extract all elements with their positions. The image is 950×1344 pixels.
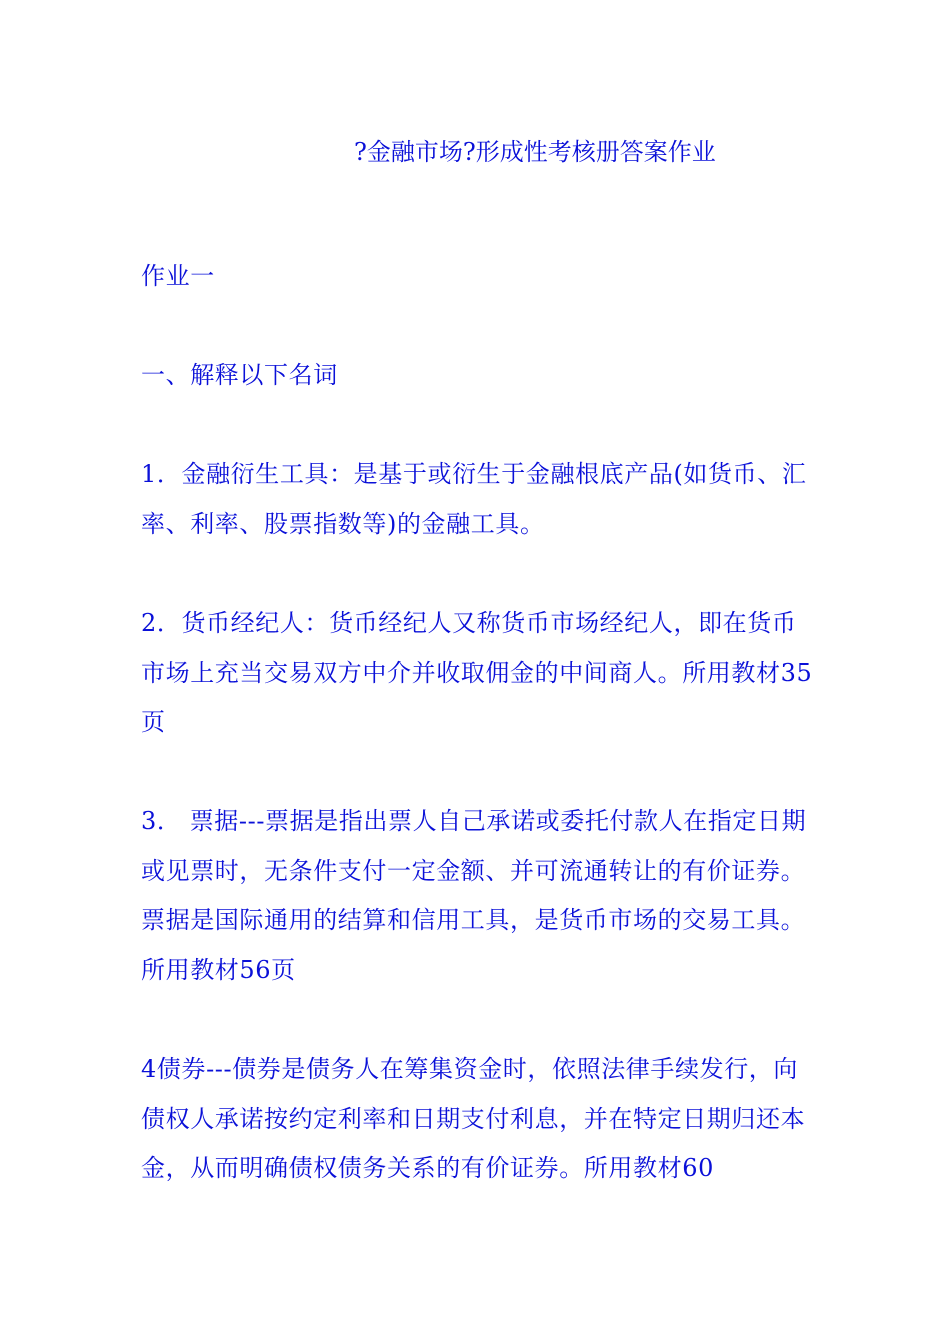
definition-text: 2．货币经纪人：货币经纪人又称货币市场经纪人，即在货币市场上充当交易双方中介并收取佣金的中间商人。所用教材35页 — [141, 609, 813, 736]
document-title: ?金融市场?形成性考核册答案作业 — [354, 138, 716, 166]
definition-item-1 — [141, 450, 813, 549]
definition-item-4 — [141, 1045, 813, 1194]
definition-text: 3． 票据---票据是指出票人自己承诺或委托付款人在指定日期或见票时，无条件支付一定金额、并可流通转让的有价证券。票据是国际通用的结算和信用工具，是货币市场的交易工具。所用教材56页 — [141, 807, 807, 984]
definition-text: 4债券---债券是债务人在筹集资金时，依照法律手续发行，向债权人承诺按约定利率和日期支付利息，并在特定日期归还本金，从而明确债权债务关系的有价证券。所用教材60 — [141, 1055, 806, 1182]
section-heading-text: 一、解释以下名词 — [141, 361, 338, 389]
section-heading — [141, 351, 813, 401]
assignment-heading — [141, 252, 813, 302]
assignment-heading-text: 作业一 — [141, 262, 215, 290]
definition-item-3 — [141, 797, 813, 995]
definition-item-2 — [141, 599, 813, 748]
definition-text: 1．金融衍生工具：是基于或衍生于金融根底产品(如货币、汇率、利率、股票指数等)的金融工具。 — [141, 460, 807, 538]
